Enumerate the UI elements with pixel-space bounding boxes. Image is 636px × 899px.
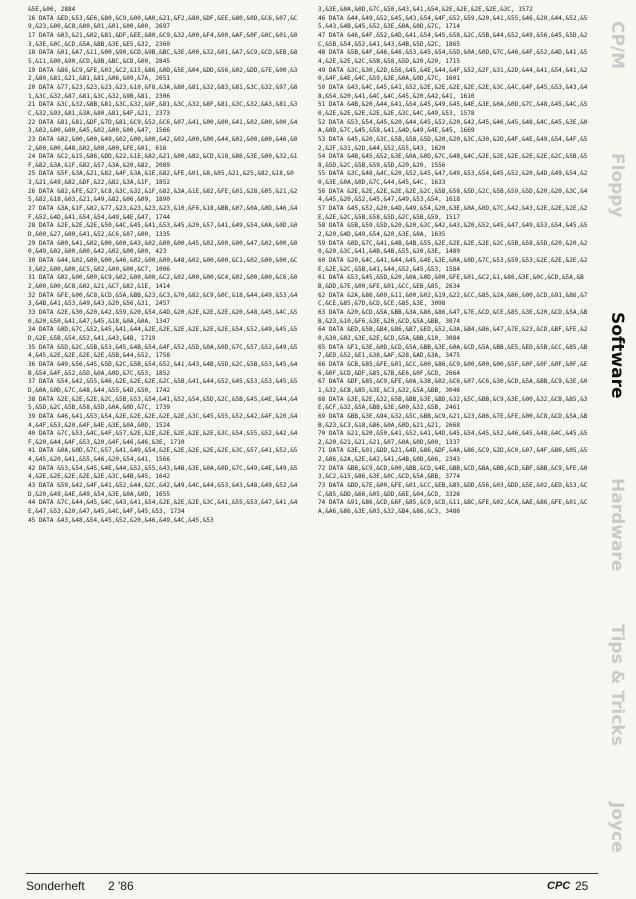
footer-issue: Sonderheft	[26, 879, 85, 893]
listing-line: 50 DATA &43,&4C,&45,&41,&52,&2E,&2E,&2E,&2E,&2E,&3C,&4C,&4F,&45,&53,&43,&48,&54,&20,&41,&4C,&4C,&45,&20,&42,&41, 1610	[318, 83, 588, 100]
footer-date: 2 '86	[108, 879, 134, 893]
listing-line: 26 DATA &82,&FE,&27,&C8,&3C,&32,&1F,&82,&3A,&1E,&82,&FE,&01,&28,&05,&21,&25,&82,&18,&03,&21,&49,&82,&06,&09, 1890	[28, 187, 298, 204]
listing-line: 69 DATA &BB,&3E,&94,&32,&5C,&BB,&C9,&21,&23,&86,&7E,&FE,&00,&C8,&CD,&5A,&BB,&23,&C3,&18,&86,&0A,&0D,&21,&21, 2668	[318, 412, 588, 429]
section-sidebar	[598, 0, 636, 899]
tab-floppy[interactable]: Floppy	[607, 152, 627, 218]
listing-line: 38 DATA &2E,&2E,&2E,&2C,&5B,&53,&54,&41,&52,&54,&5D,&2C,&5B,&45,&4E,&44,&45,&5D,&2C,&5B,&58,&5D,&0A,&0D,&7C, 1739	[28, 395, 298, 412]
listing-line: 67 DATA &DF,&85,&C9,&FE,&0A,&38,&02,&C6,&07,&C6,&30,&CD,&5A,&BB,&C9,&3E,&01,&32,&CB,&85,&3E,&C3,&32,&5A,&BB, 3046	[318, 378, 588, 394]
listing-line: 66 DATA &CB,&85,&FE,&01,&CC,&00,&86,&C9,&00,&00,&00,&5F,&0F,&0F,&0F,&0F,&E6,&0F,&CD,&DF,&85,&7B,&E6,&0F,&CD, 2664	[318, 360, 588, 377]
listing-line: 53 DATA &45,&20,&3C,&5B,&58,&5D,&20,&20,&3C,&30,&2D,&4F,&4E,&49,&54,&4F,&52,&2F,&31,&2D,&44,&52,&55,&43, 1620	[318, 135, 588, 152]
tab-hardware[interactable]: Hardware	[607, 478, 627, 572]
footer-divider	[26, 873, 598, 874]
listing-line: &5E,&00, 2884	[28, 6, 76, 13]
listing-line: 24 DATA &C2,&15,&86,&DD,&22,&1E,&82,&21,&00,&82,&CD,&18,&86,&3E,&00,&32,&1F,&82,&3A,&1F,&82,&57,&3A,&20,&82, 2089	[28, 153, 298, 169]
listing-line: 54 DATA &4B,&45,&52,&3E,&0A,&0D,&7C,&48,&4C,&2E,&2E,&2E,&2E,&2E,&2C,&5B,&58,&5D,&2C,&5B,&59,&5D,&20,&20, 1556	[318, 153, 588, 169]
listing-line: 21 DATA &3C,&32,&8B,&81,&3C,&32,&9F,&81,&3C,&32,&8F,&81,&3C,&32,&A3,&81,&3C,&32,&93,&81,&3A,&80,&81,&4F,&21, 2373	[28, 101, 298, 117]
listing-line: 62 DATA &2A,&86,&00,&11,&00,&02,&19,&22,&CC,&85,&2A,&86,&00,&CD,&91,&86,&7C,&CE,&85,&7D,&CD,&CE,&85,&3E, 3098	[318, 291, 588, 308]
listing-line: 61 DATA &53,&45,&5D,&20,&0A,&0D,&00,&FE,&01,&C2,&1,&86,&3E,&0C,&CD,&5A,&BB,&DD,&7E,&00,&FE,&01,&CC,&EB,&85, 2634	[318, 274, 584, 290]
footer-magazine: CPC	[547, 880, 571, 892]
listing-line: 3,&3E,&0A,&0D,&7C,&50,&43,&41,&54,&2E,&2E,&2E,&2E,&3C, 1572	[318, 6, 533, 13]
tab-cpm[interactable]: CP/M	[607, 20, 627, 70]
listing-line: 56 DATA &2E,&2E,&2E,&2E,&2E,&2C,&5B,&58,&5D,&2C,&5B,&59,&5D,&20,&20,&3C,&44,&45,&20,&52,&45,&47,&49,&53,&54, 1618	[318, 187, 588, 204]
listing-line: 18 DATA &01,&A7,&11,&00,&90,&CD,&9B,&BC,&3E,&00,&32,&01,&A7,&C9,&CD,&EB,&85,&11,&00,&90,&CD,&9B,&BC,&CD,&00, 2845	[28, 49, 298, 65]
listing-line: 59 DATA &0D,&7C,&41,&4B,&4B,&55,&2E,&2E,&2E,&2E,&2C,&5B,&58,&5D,&20,&20,&20,&20,&3C,&41,&4B,&4B,&55,&20,&3E, 1489	[318, 239, 588, 256]
listing-line: 16 DATA &ED,&53,&E6,&80,&C9,&00,&A0,&21,&F2,&80,&DF,&EE,&80,&0D,&C6,&07,&C9,&23,&00,&C8,&00,&01,&01,&00,&00, 2697	[28, 14, 298, 31]
listing-line: 52 DATA &53,&54,&45,&20,&44,&45,&52,&20,&42,&45,&46,&45,&48,&4C,&45,&3E,&0A,&0D,&7C,&45,&58,&41,&4D,&49,&4E,&45, 1669	[318, 118, 588, 135]
listing-line: 44 DATA &7C,&44,&45,&4C,&43,&41,&54,&2E,&2E,&2E,&3C,&41,&55,&53,&47,&41,&4E,&47,&53,&20,&47,&45,&4C,&4F,&45,&53, 1734	[28, 499, 298, 516]
listing-line: 33 DATA &2E,&30,&20,&42,&59,&20,&54,&4D,&20,&2E,&2E,&2E,&20,&48,&45,&4C,&50,&20,&50,&41,&47,&45,&18,&0A,&0A, 1347	[28, 308, 298, 325]
listing-line: 17 DATA &03,&21,&02,&81,&DF,&EE,&80,&C9,&32,&00,&F4,&00,&AF,&0F,&0C,&01,&03,&3E,&0C,&CD,&5A,&BB,&3E,&E5,&32, 2360	[28, 31, 298, 48]
listing-line: 37 DATA &54,&42,&55,&46,&2E,&2E,&2E,&2C,&5B,&41,&44,&52,&45,&53,&53,&45,&5D,&0A,&0D,&7C,&48,&44,&55,&4D,&50, 1742	[28, 378, 298, 394]
listing-line: 36 DATA &49,&56,&45,&5D,&2C,&5B,&54,&52,&41,&43,&4B,&5D,&2C,&5B,&53,&45,&4B,&54,&4F,&52,&5D,&0A,&0D,&7C,&53, 1852	[28, 360, 298, 377]
listing-line: 30 DATA &44,&02,&00,&00,&46,&02,&00,&00,&48,&02,&00,&00,&C1,&02,&00,&00,&C3,&02,&00,&00,&C5,&02,&00,&00,&C7, 1006	[28, 257, 298, 273]
listing-line: 74 DATA &91,&86,&CD,&6F,&85,&C9,&CD,&11,&BC,&FE,&02,&CA,&AE,&86,&FE,&01,&CA,&A6,&86,&3E,&03,&32,&B4,&86,&C3, 3486	[318, 499, 588, 516]
listing-line: 51 DATA &4B,&20,&44,&41,&54,&45,&49,&45,&4E,&3E,&0A,&0D,&7C,&48,&45,&4C,&50,&2E,&2E,&2E,&2E,&2E,&3C,&4C,&49,&53, 1578	[318, 101, 588, 117]
tab-tips-tricks[interactable]: Tips & Tricks	[607, 624, 627, 746]
listing-line: 49 DATA &3C,&30,&2D,&56,&45,&4E,&44,&4F,&52,&2F,&31,&2D,&44,&41,&54,&41,&20,&4F,&4E,&4C,&59,&3E,&0A,&0D,&7C, 1601	[318, 66, 588, 83]
listing-line: 34 DATA &0D,&7C,&52,&45,&41,&44,&2E,&2E,&2E,&2E,&2E,&2E,&54,&52,&49,&45,&5D,&2E,&5B,&54,&52,&41,&43,&4B, 1719	[28, 326, 298, 342]
listing-line: 25 DATA &5F,&3A,&21,&82,&4F,&3A,&1E,&82,&FE,&01,&8,&05,&21,&25,&82,&18,&03,&21,&49,&82,&DF,&22,&82,&3A,&1F, 1852	[28, 170, 294, 187]
listing-line: 57 DATA &45,&52,&20,&4D,&49,&54,&20,&3E,&0A,&0D,&7C,&42,&43,&2E,&2E,&2E,&2E,&2E,&2C,&5B,&58,&5D,&2C,&5B,&59, 1517	[318, 205, 588, 221]
listing-line: 42 DATA &53,&54,&45,&4E,&44,&52,&55,&43,&4B,&3E,&0A,&0D,&7C,&49,&4E,&49,&54,&2E,&2E,&2E,&2E,&2E,&3C,&4B,&45, 1642	[28, 464, 298, 481]
listing-line: 23 DATA &02,&00,&00,&49,&02,&00,&00,&42,&02,&00,&00,&44,&02,&00,&00,&46,&02,&00,&00,&48,&02,&00,&00,&FE,&01, 616	[28, 135, 298, 152]
listing-line: 43 DATA &59,&42,&4F,&41,&52,&44,&2C,&42,&49,&4C,&44,&53,&43,&48,&49,&52,&4D,&20,&49,&4E,&49,&54,&3E,&0A,&0D, 1655	[28, 482, 298, 498]
listing-line: 46 DATA &44,&49,&52,&45,&43,&54,&4F,&52,&59,&20,&41,&55,&46,&20,&44,&52,&55,&43,&4B,&45,&52,&3E,&0A,&0D,&7C, 1714	[318, 14, 588, 31]
listing-line: 64 DATA &ED,&5B,&B4,&86,&B7,&ED,&52,&3A,&B4,&86,&47,&7E,&23,&CD,&BF,&FE,&20,&30,&02,&3E,&2E,&CD,&5A,&BB,&10, 3084	[318, 326, 588, 342]
tab-joyce[interactable]: Joyce	[607, 802, 627, 853]
listing-line: 47 DATA &46,&4F,&52,&4D,&41,&54,&45,&58,&2C,&5B,&44,&52,&49,&56,&45,&5D,&2C,&5B,&54,&52,&41,&43,&4B,&5D,&2C, 1865	[318, 31, 588, 48]
tab-software[interactable]: Software	[607, 311, 627, 399]
listing-line: 40 DATA &7C,&53,&4C,&4F,&57,&2E,&2E,&2E,&2E,&2E,&2E,&3C,&54,&55,&52,&42,&4F,&20,&44,&4F,&53,&20,&4F,&46,&46,&3E, 1710	[28, 430, 298, 446]
listing-line: 68 DATA &3E,&2E,&32,&5B,&BB,&3E,&BD,&32,&5C,&BB,&C9,&3E,&00,&32,&CB,&85,&3E,&CF,&32,&5A,&BB,&3E,&00,&32,&5B, 2461	[318, 395, 588, 412]
listing-line: 60 DATA &20,&4C,&41,&44,&45,&4E,&3E,&0A,&0D,&7C,&53,&59,&53,&2E,&2E,&2E,&2E,&2E,&2C,&5B,&41,&44,&52,&45,&53, 1584	[318, 257, 588, 273]
listing-line: 31 DATA &02,&00,&00,&C9,&02,&00,&00,&C2,&02,&00,&00,&C4,&02,&00,&00,&C6,&02,&00,&00,&C8,&02,&21,&C7,&82,&1E, 1414	[28, 274, 298, 290]
listing-line: 72 DATA &BB,&C9,&CD,&00,&BB,&CD,&4E,&BB,&CD,&BA,&BB,&CD,&BF,&BB,&C9,&FE,&03,&C2,&15,&86,&3E,&0C,&CD,&5A,&BB, 3774	[318, 464, 588, 481]
listing-line: 45 DATA &43,&48,&54,&45,&52,&20,&46,&49,&4C,&45,&53	[28, 516, 214, 524]
listing-line: 19 DATA &86,&C9,&FE,&03,&C2,&15,&86,&0D,&5E,&04,&DD,&56,&02,&DD,&7E,&00,&32,&80,&81,&21,&81,&81,&06,&09,&7A, 2651	[28, 66, 298, 83]
listing-line: 58 DATA &5B,&59,&5D,&20,&20,&3C,&42,&43,&20,&52,&45,&47,&49,&53,&54,&45,&52,&20,&4D,&49,&54,&20,&3E,&0A, 1635	[318, 222, 588, 239]
listing-line: 20 DATA &77,&23,&23,&23,&23,&10,&F8,&3A,&80,&81,&32,&83,&81,&3C,&32,&97,&81,&3C,&32,&87,&81,&3C,&32,&9B,&81, 2306	[28, 83, 298, 100]
listing-line: 48 DATA &5B,&4F,&46,&46,&53,&45,&54,&5D,&0A,&0D,&7C,&46,&4F,&52,&4D,&41,&54,&2E,&2E,&2C,&5B,&58,&5D,&20,&20, 1715	[318, 49, 588, 65]
listing-line: 65 DATA &F1,&3E,&0D,&CD,&5A,&BB,&3E,&0A,&CD,&5A,&BB,&E5,&ED,&5B,&CC,&85,&B7,&ED,&52,&E1,&38,&AF,&28,&AD,&3A, 3475	[318, 343, 588, 360]
listing-line: 63 DATA &20,&CD,&5A,&BB,&3A,&86,&86,&47,&7E,&CD,&CE,&85,&3E,&20,&CD,&5A,&BB,&23,&10,&F6,&3E,&20,&CD,&5A,&BB, 3074	[318, 308, 588, 325]
listing-line: 27 DATA &3A,&1F,&82,&77,&23,&23,&23,&23,&10,&F6,&18,&BB,&07,&0A,&0D,&46,&4F,&52,&4D,&41,&54,&54,&49,&4E,&47, 1744	[28, 205, 298, 221]
listing-line: 35 DATA &5D,&2C,&5B,&53,&45,&4B,&54,&4F,&52,&5D,&0A,&0D,&7C,&57,&52,&49,&54,&45,&2E,&2E,&2E,&2E,&5B,&44,&52, 1758	[28, 343, 298, 360]
footer-page-number: 25	[575, 879, 589, 893]
listing-line: 55 DATA &3C,&48,&4C,&20,&52,&45,&47,&49,&53,&54,&45,&52,&20,&4D,&49,&54,&20,&3E,&0A,&0D,&7C,&44,&45,&4C, 1633	[318, 170, 588, 187]
page-footer	[0, 872, 636, 899]
listing-line: 70 DATA &21,&20,&50,&41,&52,&41,&4D,&45,&54,&45,&52,&46,&45,&48,&4C,&45,&52,&20,&21,&21,&21,&07,&0A,&0D,&00, 1337	[318, 430, 588, 446]
listing-column-right	[318, 6, 590, 517]
listing-line: 71 DATA &3E,&01,&DD,&21,&4D,&86,&DF,&4A,&86,&C9,&2D,&C0,&07,&4F,&86,&05,&52,&86,&2A,&2E,&42,&41,&4B,&0D,&06, 2343	[318, 447, 588, 464]
listing-line: 32 DATA &FE,&00,&C8,&CD,&5A,&BB,&23,&C3,&70,&82,&C9,&0C,&18,&44,&49,&53,&43,&4B,&41,&53,&49,&43,&20,&56,&31, 2457	[28, 291, 298, 308]
listing-line: 22 DATA &81,&81,&DF,&7D,&81,&C9,&52,&C6,&07,&41,&00,&00,&41,&02,&00,&00,&43,&02,&00,&00,&45,&02,&00,&00,&47, 1566	[28, 118, 298, 135]
listing-line: 39 DATA &46,&41,&53,&54,&2E,&2E,&2E,&2E,&2E,&3C,&45,&55,&52,&42,&4F,&20,&44,&4F,&53,&20,&4F,&4E,&3E,&0A,&0D, 1524	[28, 412, 298, 429]
listing-column-left	[28, 6, 300, 525]
listing-line: 28 DATA &2E,&2E,&2E,&50,&4C,&45,&41,&53,&45,&20,&57,&41,&49,&54,&0A,&0D,&0D,&00,&27,&00,&41,&52,&C6,&07,&00, 1335	[28, 222, 298, 239]
listing-line: 41 DATA &0A,&0D,&7C,&57,&41,&49,&54,&2E,&2E,&2E,&2E,&2E,&3C,&57,&41,&52,&54,&45,&20,&41,&55,&46,&20,&54,&41, 1566	[28, 447, 298, 464]
listing-line: 73 DATA &DD,&7E,&00,&FE,&01,&CC,&EB,&85,&DD,&56,&03,&DD,&5E,&02,&ED,&53,&CC,&85,&DD,&66,&05,&DD,&6E,&04,&CD, 3326	[318, 482, 588, 498]
listing-line: 29 DATA &00,&41,&02,&00,&00,&43,&02,&00,&00,&45,&02,&00,&00,&47,&02,&00,&00,&49,&02,&00,&00,&42,&02,&00,&00, 423	[28, 239, 298, 256]
